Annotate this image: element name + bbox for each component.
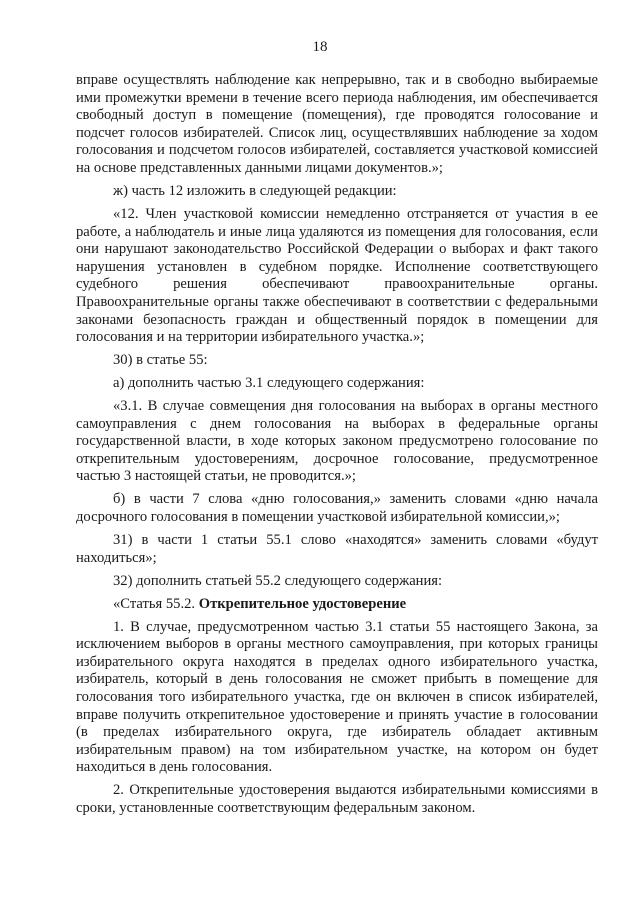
paragraph-amendment-a: а) дополнить частью 3.1 следующего содержания: bbox=[113, 375, 425, 392]
article-paragraph-2: 2. Открепительные удостоверения выдаются избирательными комиссиями в сроки, установленные соответствующим федеральным законом. bbox=[76, 782, 598, 816]
paragraph-amendment-b: б) в части 7 слова «дню голосования,» заменить словами «дню начала досрочного голосования в помещении участковой избирательной комиссии,»; bbox=[76, 491, 598, 525]
document-body bbox=[76, 72, 598, 823]
article-paragraph-1: 1. В случае, предусмотренном частью 3.1 статьи 55 настоящего Закона, за исключением выборов в органы местного самоуправления, при которых границы избирательного округа находятся в пределах одного избирательного участка, избиратель, который в день голосования не сможет прибыть в помещение для голосования того избирательного участка, где он включен в список избирателей, вправе получить открепительное удостоверение и принять участие в голосовании (в пределах избирательного округа, где избиратель обладает активным избирательным правом) на том избирательном участке, на котором он будет находиться в день голосования. bbox=[76, 618, 598, 776]
article-heading bbox=[76, 596, 598, 614]
paragraph-amendment-zh: ж) часть 12 изложить в следующей редакции: bbox=[113, 182, 397, 199]
article-title: Открепительное удостоверение bbox=[198, 595, 407, 612]
article-prefix: «Статья 55.2. bbox=[113, 595, 199, 612]
paragraph-item-32: 32) дополнить статьей 55.2 следующего содержания: bbox=[113, 572, 443, 589]
paragraph-item-31: 31) в части 1 статьи 55.1 слово «находятся» заменить словами «будут находиться»; bbox=[76, 531, 598, 566]
paragraph-part-3-1: «3.1. В случае совмещения дня голосования на выборах в органы местного самоуправления с днем голосования на выборах в федеральные органы государственной власти, в ходе которых законом предусмотрено голосование по открепительным удостоверениям, досрочное голосование, предусмотренное частью 3 настоящей статьи, не проводится.»; bbox=[76, 398, 598, 485]
paragraph-continuation: вправе осуществлять наблюдение как непрерывно, так и в свободно выбираемые ими промежутки времени в течение всего периода наблюдения, им обеспечивается свободный доступ в помещение (помещения), где проводятся голосование и подсчет голосов избирателей. Список лиц, осуществлявших наблюдение за ходом голосования и подсчетом голосов избирателей, составляется участковой комиссией на основе представленных данными лицами документов.»; bbox=[76, 72, 598, 176]
page-number: 18 bbox=[312, 39, 328, 55]
paragraph-part-12: «12. Член участковой комиссии немедленно отстраняется от участия в ее работе, а наблюдатель и иные лица удаляются из помещения для голосования, если они нарушают законодательство Российской Федерации о выборах и факт такого нарушения установлен в судебном порядке. Исполнение соответствующего судебного решения обеспечивают правоохранительные органы. Правоохранительные органы также обеспечивают в соответствии с федеральными законами безопасность граждан и общественный порядок в помещении для голосования и на территории избирательного участка.»; bbox=[76, 205, 598, 346]
paragraph-item-30: 30) в статье 55: bbox=[113, 352, 208, 369]
